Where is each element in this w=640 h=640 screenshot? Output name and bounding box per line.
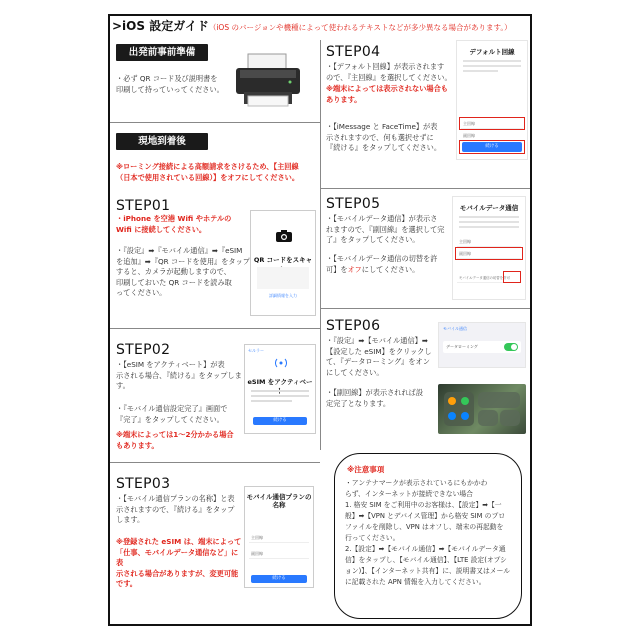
left-divider-3 (110, 462, 320, 463)
default-line-title: デフォルト回線 (469, 48, 515, 56)
roaming-toggle[interactable] (504, 343, 518, 351)
page-title (112, 17, 512, 34)
step02-warning: ※端末によっては1～2分かかる場合 もあります。 (116, 430, 234, 450)
step03-warning: ※登録された eSIM は、端末によって 「仕事、モバイルデータ通信など」に表 示される場合がありますが、変更可能 です。 (116, 537, 242, 588)
plan-name-title: モバイル通信プランの 名称 (246, 493, 312, 509)
step04-instruction-2: ・【iMessage と FaceTime】が表 示されますので、何も選択せずに 『続ける』をタップしてください。 (326, 122, 442, 152)
camera-icon (275, 229, 293, 243)
step06-instruction-1: ・『設定』➡【モバイル通信】➡ 【設定した eSIM】をクリックし て、『データローミング』をオン にしてください。 (326, 336, 432, 377)
control-center-tiles (438, 384, 526, 434)
data-switching-row[interactable]: モバイルデータ通信の切替を許可 (457, 273, 521, 283)
qr-scan-title: QR コードをスキャ (253, 256, 313, 264)
step02-title: STEP02 (116, 342, 171, 358)
mobile-data-secondary[interactable]: 副回線 (457, 249, 521, 259)
control-center-screenshot (438, 384, 526, 434)
mobile-data-primary[interactable]: 主回線 (457, 237, 521, 247)
step05-text-post: にしてください。 (361, 264, 420, 274)
step05-text-pre: ・【モバイルデータ通信の切替を許 可】を (326, 254, 438, 274)
step03-title: STEP03 (116, 476, 171, 492)
step03-phone-screenshot (244, 486, 314, 588)
predeparture-bar: 出発前事前準備 (116, 44, 208, 61)
mobile-data-secondary-highlight (455, 247, 523, 260)
step01-instruction: ・『設定』➡『モバイル通信』➡『eSIM を追加』➡『QR コードを使用』をタップ すると、カメラが起動しますので、 印刷しておいた QR コードを読み取 ってください。 (116, 246, 250, 297)
step06-title: STEP06 (326, 318, 381, 334)
roaming-warning: ※ローミング接続による高額請求をさけるため、【主回線 （日本で使用されている回線）】をオフにしてください。 (116, 162, 300, 182)
step06-instruction-2: ・【副回線】が表示されれば設 定完了となります。 (326, 388, 424, 408)
mobile-data-description (459, 213, 519, 231)
predeparture-text: ・必ず QR コード及び説明書を 印刷して持っていってください。 (116, 74, 224, 94)
step03-instruction: ・【モバイル通信プランの名称】と表 示されますので、『続ける』をタップ します。 (116, 494, 235, 524)
step05-instruction-1: ・【モバイルデータ通信】が表示さ れますので、『副回線』を選択して完 了』をタップしてください。 (326, 214, 445, 244)
roaming-toggle-knob (511, 344, 517, 350)
step01-title: STEP01 (116, 198, 171, 214)
activate-esim-title: eSIM をアクティベー (247, 378, 313, 386)
right-divider-2 (320, 308, 530, 309)
back-link[interactable]: セルラー (248, 348, 264, 353)
step05-instruction-2 (326, 254, 448, 275)
qr-scan-area (257, 267, 309, 289)
notice-box (334, 453, 522, 619)
step05-text-off: オフ (347, 264, 362, 274)
title-note: （iOS のバージョンや機種によって使われるテキストなどが多少異なる場合があります。） (208, 23, 512, 32)
plan-continue-button[interactable]: 続ける (251, 575, 307, 583)
data-switching-toggle-highlight (503, 271, 521, 283)
left-divider-2 (110, 328, 320, 329)
plan-row-secondary[interactable]: 副回線 (249, 549, 309, 559)
step01-wifi-instruction: ・iPhone を空港 Wifi やホテルの Wifi に接続してください。 (116, 214, 232, 234)
notice-title: ※注意事項 (347, 465, 385, 474)
roaming-label: データローミング (446, 344, 478, 349)
left-divider-1 (110, 122, 320, 123)
step02-instruction-1: ・【eSIM をアクティベート】が表 示される場合、『続ける』をタップしま す。 (116, 360, 242, 390)
default-line-secondary[interactable]: 副回線 (461, 131, 523, 141)
step04-instruction: ・【デフォルト回線】が表示されます ので、『主回線』を選択してください。 (326, 62, 452, 82)
column-divider (320, 40, 321, 450)
default-line-description (463, 57, 521, 75)
default-line-highlight (459, 117, 525, 130)
default-line-primary[interactable]: 主回線 (461, 119, 523, 129)
activate-description (251, 387, 309, 407)
step06-phone-screenshot (438, 322, 526, 368)
title-main: >iOS 設定ガイド (112, 19, 209, 33)
right-divider-1 (320, 188, 530, 189)
manual-entry-link[interactable]: 詳細情報を入力 (269, 293, 297, 298)
continue-button[interactable]: 続ける (253, 417, 307, 425)
step01-phone-screenshot (250, 210, 316, 316)
step04-title: STEP04 (326, 44, 381, 60)
mobile-data-title: モバイルデータ通信 (459, 204, 519, 212)
step04-continue-highlight (459, 140, 525, 154)
step04-continue-button[interactable]: 続ける (462, 142, 522, 152)
printer-icon (232, 52, 304, 110)
roaming-row[interactable] (443, 341, 521, 353)
step04-warning: ※端末によっては表示されない場合も あります。 (326, 84, 448, 104)
mobile-comm-back[interactable]: モバイル通信 (443, 326, 467, 331)
arrival-bar: 現地到着後 (116, 133, 208, 150)
step02-instruction-2: ・『モバイル通信設定完了』画面で 『完了』をタップしてください。 (116, 404, 228, 424)
plan-row-primary[interactable]: 主回線 (249, 533, 309, 543)
step05-title: STEP05 (326, 196, 381, 212)
antenna-icon (275, 357, 287, 369)
step05-phone-screenshot (452, 196, 526, 300)
step02-phone-screenshot (244, 344, 316, 434)
notice-body: ・アンテナマークが表示されているにもかかわ らず、インターネットが接続できない場合 1. 格安 SIM をご利用中のお客様は、【設定】➡【一 般】➡【VPN とデバイス管理】から格安 SIM のプロ ファイルを削除し、VPN はオフし、端末の再起動を 行ってください。 2.【設定】➡【モバイル通信】➡【モバイルデータ通 信】をタップし、【モバイル通信】、【LTE 設定(オプシ ョン)】、【インターネット共有】に、説明書又はメール に記載された APN 情報を入力してください。 (345, 479, 511, 586)
